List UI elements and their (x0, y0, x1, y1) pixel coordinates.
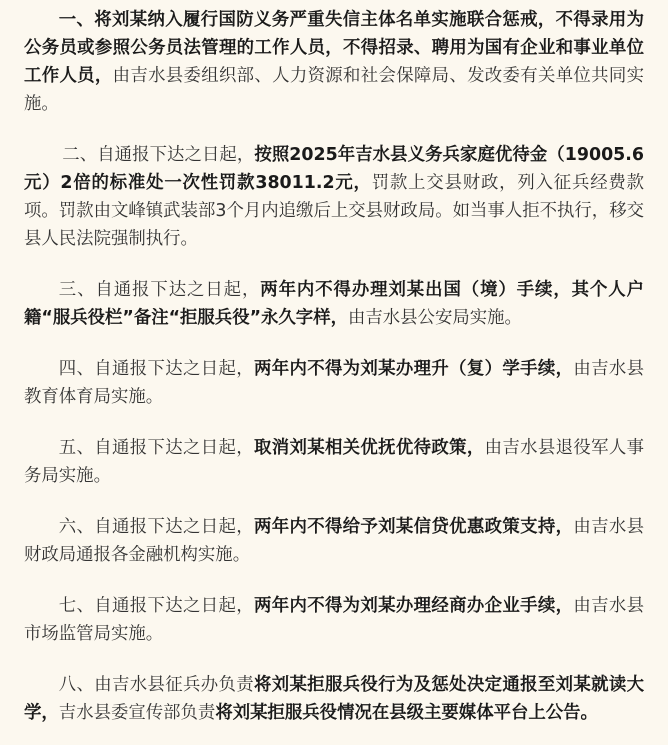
paragraph-4 (24, 355, 644, 411)
paragraph-3 (24, 276, 644, 332)
paragraph-1 (24, 6, 644, 118)
paragraph-8-bold-1: 将刘某拒服兵役行为及惩处决定通报至刘某就读大学， (24, 675, 644, 723)
paragraph-6-lead: 六、自通报下达之日起， (58, 517, 254, 537)
paragraph-7-bold: 两年内不得为刘某办理经商办企业手续， (253, 596, 574, 616)
paragraph-4-lead: 四、自通报下达之日起， (58, 359, 254, 379)
paragraph-5-text: 由吉水县退役军人事务局实施。 (24, 438, 644, 486)
paragraph-1-bold: 一、将刘某纳入履行国防义务严重失信主体名单实施联合惩戒，不得录用为公务员或参照公务员法管理的工作人员，不得招录、聘用为国有企业和事业单位工作人员， (24, 10, 644, 86)
paragraph-5 (24, 434, 644, 490)
paragraph-4-bold: 两年内不得为刘某办理升（复）学手续， (253, 359, 574, 379)
paragraph-4-text: 由吉水县教育体育局实施。 (24, 359, 644, 407)
paragraph-6-bold: 两年内不得给予刘某信贷优惠政策支持， (253, 517, 574, 537)
paragraph-8-bold-2: 将刘某拒服兵役情况在县级主要媒体平台上公告。 (215, 703, 598, 723)
paragraph-7-text: 由吉水县市场监管局实施。 (24, 596, 644, 644)
paragraph-8-lead: 八、由吉水县征兵办负责 (58, 675, 254, 695)
paragraph-7-lead: 七、自通报下达之日起， (58, 596, 254, 616)
paragraph-7 (24, 592, 644, 648)
paragraph-2 (24, 141, 644, 253)
paragraph-3-lead: 三、自通报下达之日起， (58, 280, 261, 300)
paragraph-2-bold: 按照2025年吉水县义务兵家庭优待金（19005.6元）2倍的标准处一次性罚款38011.2元， (24, 145, 644, 193)
paragraph-6-text: 由吉水县财政局通报各金融机构实施。 (24, 517, 644, 565)
paragraph-3-text: 由吉水县公安局实施。 (347, 308, 522, 328)
paragraph-2-text: 罚款上交县财政，列入征兵经费款项。罚款由文峰镇武装部3个月内追缴后上交县财政局。如当事人拒不执行，移交县人民法院强制执行。 (24, 173, 644, 249)
paragraph-8 (24, 671, 644, 727)
paragraph-2-lead: 二、自通报下达之日起， (62, 145, 255, 165)
paragraph-1-text: 由吉水县委组织部、人力资源和社会保障局、发改委有关单位共同实施。 (24, 66, 644, 114)
paragraph-5-bold: 取消刘某相关优抚优待政策， (253, 438, 485, 458)
paragraph-6 (24, 513, 644, 569)
paragraph-8-text: 吉水县委宣传部负责 (58, 703, 216, 723)
paragraph-5-lead: 五、自通报下达之日起， (58, 438, 254, 458)
paragraph-3-bold: 两年内不得办理刘某出国（境）手续，其个人户籍“服兵役栏”备注“拒服兵役”永久字样， (24, 280, 644, 328)
